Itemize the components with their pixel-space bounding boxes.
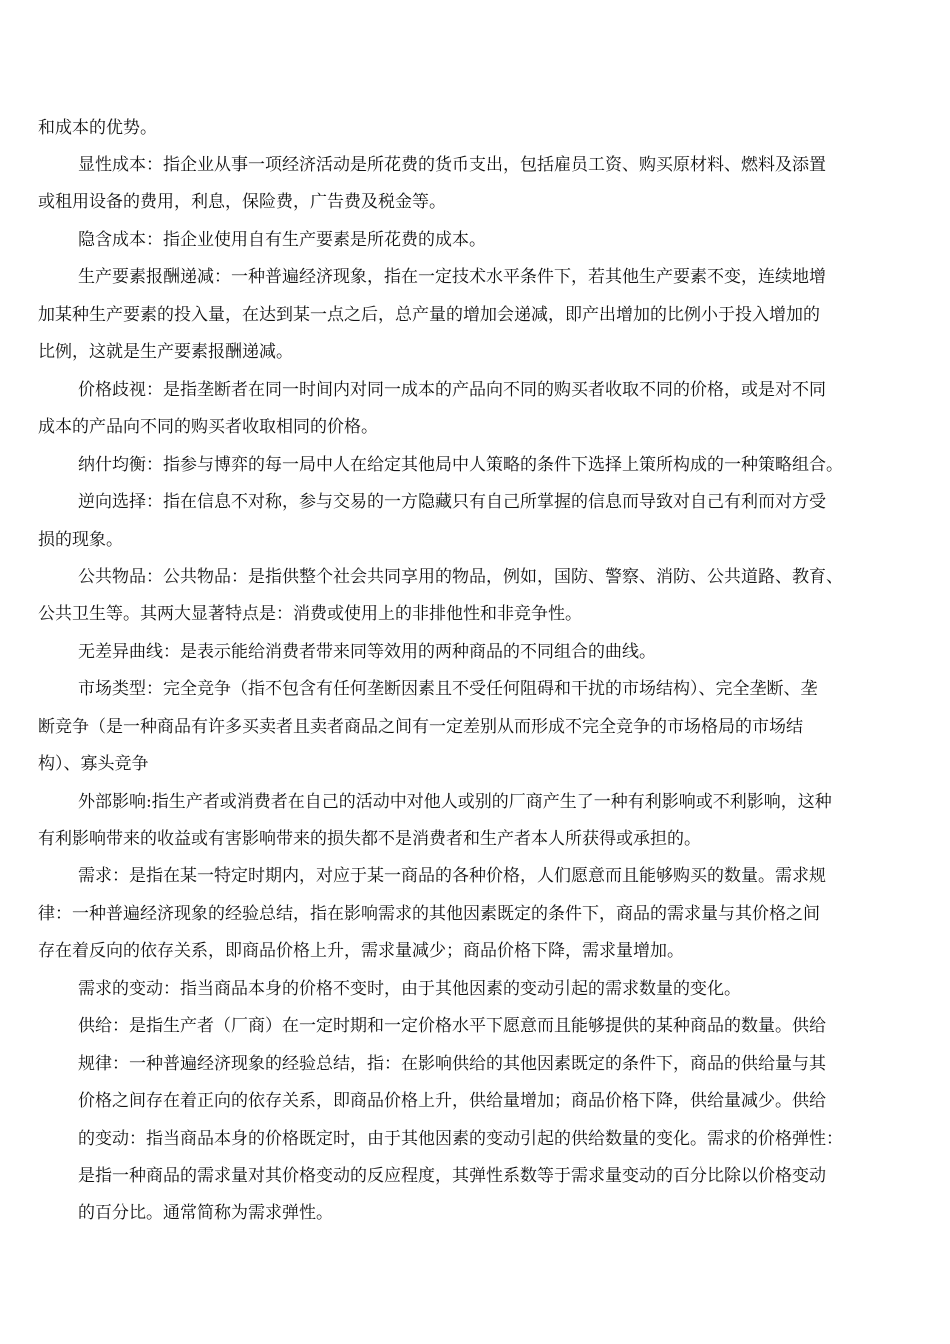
text-line: 有利影响带来的收益或有害影响带来的损失都不是消费者和生产者本人所获得或承担的。 bbox=[38, 829, 701, 849]
text-line: 生产要素报酬递减：一种普遍经济现象，指在一定技术水平条件下，若其他生产要素不变，连续地增 bbox=[78, 267, 826, 287]
text-line: 价格歧视：是指垄断者在同一时间内对同一成本的产品向不同的购买者收取不同的价格，或是对不同 bbox=[78, 380, 826, 400]
text-line: 外部影响:指生产者或消费者在自己的活动中对他人或别的厂商产生了一种有利影响或不利影响，这种 bbox=[78, 792, 832, 812]
text-line: 损的现象。 bbox=[38, 530, 123, 550]
text-line: 或租用设备的费用，利息，保险费，广告费及税金等。 bbox=[38, 192, 446, 212]
text-line: 构）、寡头竞争 bbox=[38, 754, 149, 774]
text-line: 市场类型：完全竞争（指不包含有任何垄断因素且不受任何阻碍和干扰的市场结构）、完全垄断、垄 bbox=[78, 679, 818, 699]
text-line: 公共物品：公共物品：是指供整个社会共同享用的物品，例如，国防、警察、消防、公共道路、教育、 bbox=[78, 567, 843, 587]
text-line: 规律：一种普遍经济现象的经验总结，指：在影响供给的其他因素既定的条件下，商品的供给量与其 bbox=[78, 1054, 826, 1074]
text-line: 无差异曲线：是表示能给消费者带来同等效用的两种商品的不同组合的曲线。 bbox=[78, 642, 656, 662]
text-line: 断竞争（是一种商品有许多买卖者且卖者商品之间有一定差别从而形成不完全竞争的市场格局的市场结 bbox=[38, 717, 803, 737]
text-line: 比例，这就是生产要素报酬递减。 bbox=[38, 342, 293, 362]
text-line: 纳什均衡：指参与博弈的每一局中人在给定其他局中人策略的条件下选择上策所构成的一种策略组合。 bbox=[78, 455, 843, 475]
text-line: 逆向选择：指在信息不对称，参与交易的一方隐藏只有自己所掌握的信息而导致对自己有利而对方受 bbox=[78, 492, 826, 512]
text-line: 加某种生产要素的投入量，在达到某一点之后，总产量的增加会递减，即产出增加的比例小于投入增加的 bbox=[38, 305, 820, 325]
text-line: 成本的产品向不同的购买者收取相同的价格。 bbox=[38, 417, 378, 437]
text-line: 显性成本：指企业从事一项经济活动是所花费的货币支出，包括雇员工资、购买原材料、燃料及添置 bbox=[78, 155, 826, 175]
text-line: 是指一种商品的需求量对其价格变动的反应程度，其弹性系数等于需求量变动的百分比除以价格变动 bbox=[78, 1166, 826, 1186]
text-line: 存在着反向的依存关系，即商品价格上升，需求量减少；商品价格下降，需求量增加。 bbox=[38, 941, 684, 961]
text-line: 价格之间存在着正向的依存关系，即商品价格上升，供给量增加；商品价格下降，供给量减少。供给 bbox=[78, 1091, 826, 1111]
text-line: 和成本的优势。 bbox=[38, 118, 157, 138]
text-line: 供给：是指生产者（厂商）在一定时期和一定价格水平下愿意而且能够提供的某种商品的数量。供给 bbox=[78, 1016, 826, 1036]
text-line: 需求的变动：指当商品本身的价格不变时，由于其他因素的变动引起的需求数量的变化。 bbox=[78, 979, 741, 999]
text-line: 公共卫生等。其两大显著特点是：消费或使用上的非排他性和非竞争性。 bbox=[38, 604, 582, 624]
text-line: 的变动：指当商品本身的价格既定时，由于其他因素的变动引起的供给数量的变化。需求的价格弹性： bbox=[78, 1129, 843, 1149]
text-line: 需求：是指在某一特定时期内，对应于某一商品的各种价格，人们愿意而且能够购买的数量。需求规 bbox=[78, 866, 826, 886]
text-line: 隐含成本：指企业使用自有生产要素是所花费的成本。 bbox=[78, 230, 486, 250]
text-line: 律：一种普遍经济现象的经验总结，指在影响需求的其他因素既定的条件下，商品的需求量与其价格之间 bbox=[38, 904, 820, 924]
text-line: 的百分比。通常简称为需求弹性。 bbox=[78, 1203, 333, 1223]
